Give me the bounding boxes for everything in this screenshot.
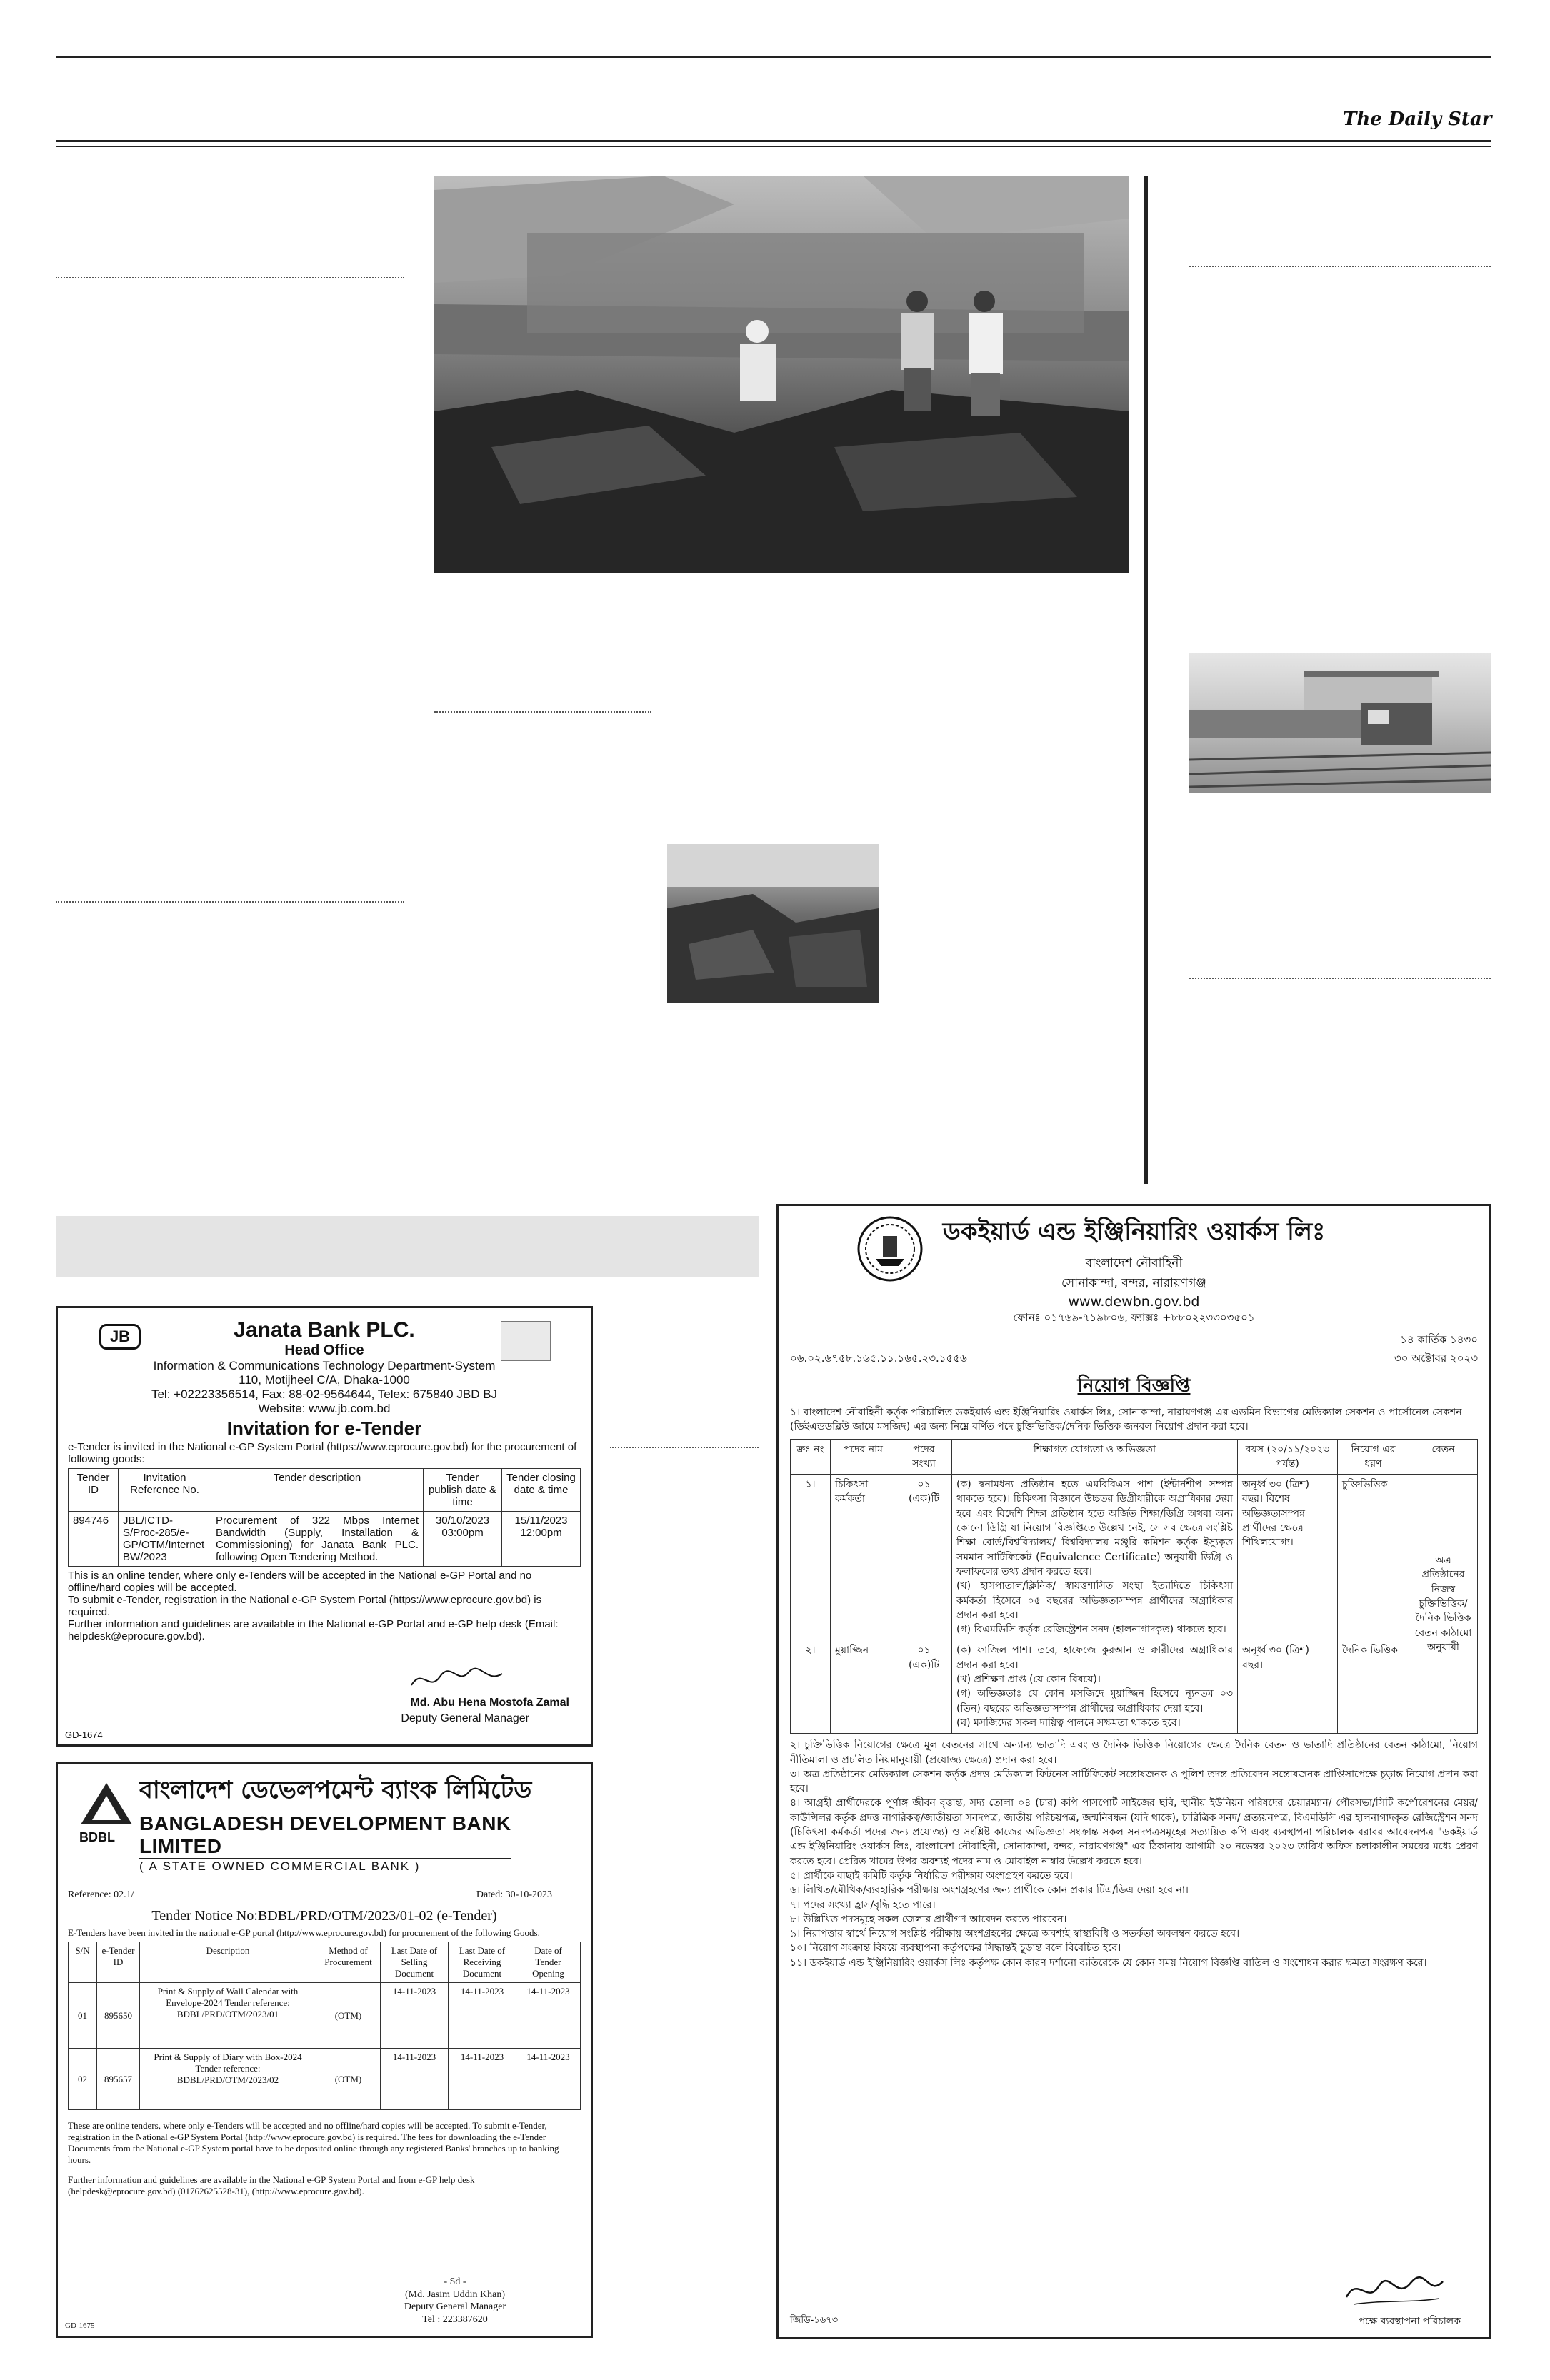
bdbl-dated: Dated: 30-10-2023 xyxy=(476,1889,552,1900)
dockyard-note: ৯। নিরাপত্তার স্বার্থে নিয়োগ সংশ্লিষ্ট পরীক্ষায় অংশগ্রহণের ক্ষেত্রে অবশ্যই স্বাস্থ্যবিধি ও সতর্কতা অবলম্বন করতে হবে। xyxy=(790,1928,1240,1940)
janata-note-1: This is an online tender, where only e-Tenders will be accepted in the National e-GP Portal and no offline/hard copies will be accepted. xyxy=(68,1570,532,1594)
janata-col-closing: Tender closing date & time xyxy=(502,1469,581,1512)
dockyard-qual-item: (গ) বিএমডিসি কর্তৃক রেজিস্ট্রেশন সনদ (হালনাগাদকৃত) থাকতে হবে। xyxy=(956,1624,1226,1636)
dockyard-note: ৪। আগ্রহী প্রার্থীদেরকে পূর্ণাঙ্গ জীবন বৃত্তান্ত, সদ্য তোলা ০৪ (চার) কপি পাসপোর্ট সাইজের ছবি, স্থানীয় ইউনিয়ন পরিষদের চেয়ারম্যান/ পৌরসভা/সিটি কর্পোরেশনের মেয়র/কাউন্সিলর কর্তৃক প্রদত্ত নাগরিকত্ব/জাতীয়তা সনদপত্র, জাতীয় পরিচয়পত্র, জন্মনিবন্ধন (যদি থাকে), চারিত্রিক সনদ/ প্রত্যয়নপত্র, বিএমডিসি এর হালনাগাদকৃত রেজিস্ট্রেশন সনদ (চিকিৎসা কর্মকর্তা পদের জন্য প্রযোজ্য) ও সংশ্লিষ্ট কাজের অভিজ্ঞতা সংক্রান্ত সকল সনদপত্রসমূহের সত্যায়িত কপি এবং ব্যবস্থাপনা পরিচালক বরাবর আবেদনপত্র "ডকইয়ার্ড এন্ড ইঞ্জিনিয়ারিং ওয়ার্কস লিঃ, বাংলাদেশ নৌবাহিনী, সোনাকান্দা, বন্দর, নারায়ণগঞ্জ" এর ঠিকানায় আগামী ২০ নভেম্বর ২০২৩ তারিখ অফিস চলাকালীন সময়ের মধ্যে প্রেরণ করতে হবে। প্রেরিত খামের উপর অবশ্যই পদের নাম ও মোবাইল নাম্বার উল্লেখ করতে হবে। xyxy=(790,1797,1478,1867)
bdbl-tender-ad xyxy=(56,1762,593,2338)
bdbl-col-recv: Last Date of Receiving Document xyxy=(449,1942,516,1983)
bdbl-col-id: e-Tender ID xyxy=(97,1942,140,1983)
janata-heading: Invitation for e-Tender xyxy=(226,1417,422,1439)
dockyard-post-table xyxy=(790,1439,1478,1734)
bdbl-cell-recv: 14-11-2023 xyxy=(449,1983,516,2049)
dockyard-col-sn: ক্রঃ নং xyxy=(791,1439,831,1475)
bdbl-cell-id: 895657 xyxy=(97,2049,140,2110)
table-row xyxy=(791,1475,1478,1640)
dockyard-cell-count: ০১ (এক)টি xyxy=(896,1640,952,1734)
bdbl-designation: Deputy General Manager xyxy=(404,2301,506,2312)
bdbl-note-2: Further information and guidelines are available in the National e-GP System Portal and from e-GP help desk (helpdesk@eprocure.gov.bd) (01762625528-31), (http://www.eprocure.gov.bd). xyxy=(68,2174,475,2196)
railway-station-photo xyxy=(1189,653,1491,793)
janata-col-publish: Tender publish date & time xyxy=(424,1469,502,1512)
janata-signature xyxy=(408,1664,508,1695)
bdbl-reference: Reference: 02.1/ xyxy=(68,1889,134,1900)
dockyard-date-bn: ১৪ কার্তিক ১৪৩০ xyxy=(1394,1332,1478,1350)
janata-intro: e-Tender is invited in the National e-GP System Portal (https://www.eprocure.gov.bd) for the procurement of following goods: xyxy=(68,1441,577,1465)
dockyard-note: ৮। উল্লিখিত পদসমূহে সকল জেলার প্রার্থীগণ আবেদন করতে পারবেন। xyxy=(790,1913,1067,1925)
bdbl-cell-desc: Print & Supply of Diary with Box-2024 Tender reference: BDBL/PRD/OTM/2023/02 xyxy=(140,2049,316,2110)
dockyard-note: ১০। নিয়োগ সংক্রান্ত বিষয়ে ব্যবস্থাপনা কর্তৃপক্ষের সিদ্ধান্তই চূড়ান্ত বলে বিবেচিত হবে। xyxy=(790,1942,1121,1954)
bdbl-col-desc: Description xyxy=(140,1942,316,1983)
bdbl-note-1: These are online tenders, where only e-Tenders will be accepted and no offline/hard copies will be accepted. To submit e-Tender, registration in the National e-GP System Portal (http://www.eprocure.gov.bd) is required. The fees for downloading the e-Tender Documents from the National e-GP System portal have to be deposited online through any registered Banks' branches up to banking hours. xyxy=(68,2120,559,2165)
dockyard-sub-1: বাংলাদেশ নৌবাহিনী xyxy=(1085,1256,1183,1270)
dockyard-qual-item: (খ) প্রশিক্ষণ প্রাপ্ত (যে কোন বিষয়ে)। xyxy=(956,1674,1101,1686)
bdbl-notice: Tender Notice No:BDBL/PRD/OTM/2023/01-02 (e-Tender) xyxy=(151,1908,497,1924)
bdbl-intro: E-Tenders have been invited in the national e-GP portal (http://www.eprocure.gov.bd) for procurement of the following Goods. xyxy=(68,1927,540,1938)
bdbl-signer: (Md. Jasim Uddin Khan) xyxy=(405,2289,505,2300)
masthead-brand: The Daily Star xyxy=(1343,109,1492,130)
bdbl-cell-sn: 02 xyxy=(69,2049,97,2110)
dockyard-cell-post: মুয়াজ্জিন xyxy=(831,1640,896,1734)
dockyard-cell-age: অনূর্ধ্ব ৩০ (ত্রিশ) বছর। বিশেষ অভিজ্ঞতাসম্পন্ন প্রার্থীদের ক্ষেত্রে শিথিলযোগ্য। xyxy=(1238,1475,1338,1640)
janata-cell-closing: 15/11/2023 12:00pm xyxy=(502,1512,581,1567)
col1-divider-2 xyxy=(56,901,404,903)
bdbl-sd: - Sd - xyxy=(444,2276,466,2287)
dockyard-cell-qual xyxy=(952,1475,1238,1640)
dockyard-recruitment-ad xyxy=(776,1204,1491,2339)
dockyard-sub-2: সোনাকান্দা, বন্দর, নারায়ণগঞ্জ xyxy=(1061,1276,1206,1290)
dockyard-qual-item: (ঘ) মসজিদের সকল দায়িত্ব পালনে সক্ষমতা থাকতে হবে। xyxy=(956,1717,1181,1729)
dockyard-signer: পক্ষে ব্যবস্থাপনা পরিচালক xyxy=(1358,2316,1461,2327)
dockyard-heading: নিয়োগ বিজ্ঞপ্তি xyxy=(1077,1375,1191,1397)
dockyard-qual-item: (খ) হাসপাতাল/ক্লিনিক/ স্বায়ত্তশাসিত সংস্থা ইত্যাদিতে চিকিৎসা কর্মকর্তা হিসেবে ০৫ বছরের অভিজ্ঞতাসম্পন্ন প্রার্থীদের অগ্রাধিকার প্রদান করা হবে। xyxy=(956,1580,1233,1621)
bdbl-name-en: BANGLADESH DEVELOPMENT BANK LIMITED xyxy=(139,1812,511,1857)
bdbl-tagline: ( A STATE OWNED COMMERCIAL BANK ) xyxy=(139,1858,511,1874)
dockyard-cell-post: চিকিৎসা কর্মকর্তা xyxy=(831,1475,896,1640)
janata-office: Head Office xyxy=(284,1342,364,1358)
lower-divider xyxy=(610,1447,759,1448)
dockyard-note: ২। চুক্তিভিত্তিক নিয়োগের ক্ষেত্রে মূল বেতনের সাথে অন্যান্য ভাতাদি এবং ও দৈনিক ভিত্তিক নিয়োগের ক্ষেত্রে দৈনিক বেতন ও ভাতাদি প্রতিষ্ঠানের বেতন কাঠামো, নিয়োগ নীতিমালা ও প্রচলিত নিয়মানুযায়ী (প্রযোজ্য ক্ষেত্রে) প্রদান করা হবে। xyxy=(790,1739,1478,1766)
table-row xyxy=(69,2049,581,2110)
dockyard-emblem-icon xyxy=(856,1215,924,1283)
bdbl-ref-line xyxy=(68,1889,581,1901)
table-row xyxy=(791,1640,1478,1734)
dockyard-cell-type: দৈনিক ভিত্তিক xyxy=(1338,1640,1409,1734)
dockyard-cell-age: অনূর্ধ্ব ৩০ (ত্রিশ) বছর। xyxy=(1238,1640,1338,1734)
col4-divider-1 xyxy=(1189,266,1491,267)
bdbl-code: GD-1675 xyxy=(65,2321,95,2330)
bdbl-cell-desc: Print & Supply of Wall Calendar with Envelope-2024 Tender reference: BDBL/PRD/OTM/2023/01 xyxy=(140,1983,316,2049)
janata-col-id: Tender ID xyxy=(69,1469,119,1512)
dockyard-code: জিডি-১৬৭৩ xyxy=(790,2315,839,2326)
janata-col-ref: Invitation Reference No. xyxy=(119,1469,211,1512)
table-row xyxy=(69,1512,581,1567)
dockyard-memo: ০৬.০২.৬৭৫৮.১৬৫.১১.১৬৫.২৩.১৫৫৬ xyxy=(790,1352,967,1365)
janata-cell-ref: JBL/ICTD-S/Proc-285/e-GP/OTM/Internet BW/2023 xyxy=(119,1512,211,1567)
railway-station-art xyxy=(1189,653,1491,793)
bdbl-cell-open: 14-11-2023 xyxy=(516,1983,581,2049)
dockyard-cell-sn: ২। xyxy=(791,1640,831,1734)
col4-divider-2 xyxy=(1189,978,1491,979)
dockyard-date-en: ৩০ অক্টোবর ২০২৩ xyxy=(1394,1352,1478,1365)
table-row xyxy=(69,1983,581,2049)
bdbl-signature-block xyxy=(384,2276,526,2326)
bdbl-logo-icon xyxy=(78,1780,135,1830)
bdbl-logo-text: BDBL xyxy=(79,1830,115,1844)
janata-emblem-icon xyxy=(501,1321,551,1361)
dockyard-note: ৬। লিখিত/মৌখিক/ব্যবহারিক পরীক্ষায় অংশগ্রহণের জন্য প্রার্থীকে কোন প্রকার টিএ/ডিএ দেয়া হবে না। xyxy=(790,1884,1189,1897)
bdbl-cell-open: 14-11-2023 xyxy=(516,2049,581,2110)
masthead-rule-2 xyxy=(56,146,1491,147)
dockyard-cell-salary: অত্র প্রতিষ্ঠানের নিজস্ব চুক্তিভিত্তিক/ দৈনিক ভিত্তিক বেতন কাঠামো অনুযায়ী xyxy=(1409,1475,1478,1734)
bdbl-cell-sell: 14-11-2023 xyxy=(381,2049,449,2110)
janata-cell-id: 894746 xyxy=(69,1512,119,1567)
dockyard-col-post: পদের নাম xyxy=(831,1439,896,1475)
section-band xyxy=(56,1216,759,1277)
bdbl-name-bn: বাংলাদেশ ডেভেলপমেন্ট ব্যাংক লিমিটেড xyxy=(139,1776,532,1804)
janata-code: GD-1674 xyxy=(65,1729,103,1740)
dockyard-qual-item: (গ) অভিজ্ঞতাঃ যে কোন মসজিদে মুয়াজ্জিন হিসেবে ন্যূনতম ০৩ (তিন) বছরের অভিজ্ঞতাসম্পন্ন প্রার্থীদের অগ্রাধিকার দেয়া হবে। xyxy=(956,1688,1233,1714)
top-rule xyxy=(56,56,1491,58)
dockyard-col-qual: শিক্ষাগত যোগ্যতা ও অভিজ্ঞতা xyxy=(952,1439,1238,1475)
bdbl-col-open: Date of Tender Opening xyxy=(516,1942,581,1983)
janata-bank-tender-ad xyxy=(56,1306,593,1747)
dockyard-memo-line xyxy=(790,1332,1478,1368)
fire-ruins-art xyxy=(667,844,879,1003)
dockyard-qual-item: (ক) ফাজিল পাশ। তবে, হাফেজে কুরআন ও ক্বারীদের অগ্রাধিকার প্রদান করা হবে। xyxy=(956,1645,1233,1671)
col1-divider-1 xyxy=(56,277,404,278)
dockyard-note: ৭। পদের সংখ্যা হ্রাস/বৃদ্ধি হতে পারে। xyxy=(790,1899,936,1911)
fire-ruins-photo xyxy=(667,844,879,1003)
janata-note-3: Further information and guidelines are available in the National e-GP Portal and e-GP help desk (Email: helpdesk@eprocure.gov.bd). xyxy=(68,1618,559,1642)
bdbl-cell-id: 895650 xyxy=(97,1983,140,2049)
janata-contact: Tel: +02223356514, Fax: 88-02-9564644, Telex: 675840 JBD BJ xyxy=(151,1387,498,1401)
bdbl-tender-table xyxy=(68,1942,581,2110)
column-separator xyxy=(1144,176,1148,1184)
dockyard-col-age: বয়স (২০/১১/২০২৩ পর্যন্ত) xyxy=(1238,1439,1338,1475)
dockyard-notes xyxy=(790,1738,1478,1970)
dockyard-note: ৫। প্রার্থীকে বাছাই কমিটি কর্তৃক নির্ধারিত পরীক্ষায় অংশগ্রহণ করতে হবে। xyxy=(790,1869,1073,1882)
janata-website: Website: www.jb.com.bd xyxy=(258,1402,391,1415)
dockyard-cell-qual xyxy=(952,1640,1238,1734)
fire-aftermath-photo xyxy=(434,176,1129,573)
bdbl-cell-method: (OTM) xyxy=(316,1983,381,2049)
bdbl-col-sn: S/N xyxy=(69,1942,97,1983)
dockyard-title: ডকইয়ার্ড এন্ড ইঞ্জিনিয়ারিং ওয়ার্কস লিঃ xyxy=(942,1217,1326,1246)
dockyard-cell-sn: ১। xyxy=(791,1475,831,1640)
bdbl-cell-sell: 14-11-2023 xyxy=(381,1983,449,2049)
janata-logo: JB xyxy=(99,1324,141,1350)
janata-col-desc: Tender description xyxy=(211,1469,424,1512)
dockyard-cell-type: চুক্তিভিত্তিক xyxy=(1338,1475,1409,1640)
fire-photo-art xyxy=(434,176,1129,573)
bdbl-cell-sn: 01 xyxy=(69,1983,97,2049)
dockyard-phone: ফোনঃ ০১৭৬৯-৭১৯৮০৬, ফ্যাক্সঃ +৮৮০২২৩৩০৩৫০১ xyxy=(1013,1311,1255,1324)
dockyard-note: ১১। ডকইয়ার্ড এন্ড ইঞ্জিনিয়ারিং ওয়ার্কস লিঃ কর্তৃপক্ষ কোন কারণ দর্শানো ব্যতিরেকে যে কোন সময় নিয়োগ বিজ্ঞপ্তি বাতিল ও সংশোধন করার ক্ষমতা সংরক্ষণ করে। xyxy=(790,1957,1427,1969)
masthead-rule-1 xyxy=(56,140,1491,142)
janata-dept: Information & Communications Technology Department-System xyxy=(153,1359,496,1372)
janata-bank-name: Janata Bank PLC. xyxy=(234,1318,415,1342)
janata-note-2: To submit e-Tender, registration in the National e-GP System Portal (https://www.eprocure.gov.bd) is required. xyxy=(68,1594,542,1618)
janata-cell-publish: 30/10/2023 03:00pm xyxy=(424,1512,502,1567)
janata-signer: Md. Abu Hena Mostofa Zamal xyxy=(410,1697,569,1709)
bdbl-col-method: Method of Procurement xyxy=(316,1942,381,1983)
dockyard-date-block xyxy=(1394,1332,1478,1368)
janata-address: 110, Motijheel C/A, Dhaka-1000 xyxy=(239,1373,410,1387)
dockyard-qual-item: (ক) স্বনামধন্য প্রতিষ্ঠান হতে এমবিবিএস পাশ (ইন্টার্নশীপ সম্পন্ন থাকতে হবে)। চিকিৎসা বিজ্ঞানে উচ্চতর ডিগ্রীধারীকে অগ্রাধিকার দেয়া হবে এবং বিদেশি শিক্ষা প্রতিষ্ঠান হতে অর্জিত শিক্ষা/ডিগ্রি অথবা অন্য কোনো ডিগ্রি যা নিয়োগ বিজ্ঞপ্তিতে উল্লেখ নেই, সে সব ক্ষেত্রে সংশ্লিষ্ট শিক্ষা বোর্ড/বিশ্ববিদ্যালয়/ বিশ্ববিদ্যালয় মঞ্জুরি কমিশন কর্তৃক ইস্যুকৃত সমমান সার্টিফিকেট (Equivalence Certificate) অনুযায়ী ডিগ্রি ও ফলাফলের তথ্য প্রদান করতে হবে। xyxy=(956,1479,1233,1577)
dockyard-note: ৩। অত্র প্রতিষ্ঠানের মেডিক্যাল সেকশন কর্তৃক প্রদত্ত মেডিক্যাল ফিটনেস সার্টিফিকেট সন্তোষজনক ও পুলিশ তদন্ত প্রতিবেদন সন্তোষজনক প্রাপ্তিসাপেক্ষে চূড়ান্ত নিয়োগ প্রদান করা হবে। xyxy=(790,1768,1478,1795)
bdbl-col-sell: Last Date of Selling Document xyxy=(381,1942,449,1983)
janata-cell-desc: Procurement of 322 Mbps Internet Bandwidth (Supply, Installation & Commissioning) for Janata Bank PLC. following Open Tendering Method. xyxy=(211,1512,424,1567)
janata-tender-table xyxy=(68,1468,581,1567)
dockyard-intro: ১। বাংলাদেশ নৌবাহিনী কর্তৃক পরিচালিত ডকইয়ার্ড এন্ড ইঞ্জিনিয়ারিং ওয়ার্কস লিঃ, সোনাকান্দা, নারায়ণগঞ্জ এর এডমিন বিভাগের মেডিক্যাল সেকশন ও পার্সোনেল সেকশন (ডিইএন্ডডব্লিউ জামে মসজিদ) এর জন্য নিম্নে বর্ণিত পদে চুক্তিভিত্তিক/দৈনিক ভিত্তিক জনবল নিয়োগ প্রদান করা হবে। xyxy=(790,1407,1462,1433)
bdbl-cell-method: (OTM) xyxy=(316,2049,381,2110)
dockyard-website: www.dewbn.gov.bd xyxy=(1068,1294,1200,1310)
dockyard-cell-count: ০১ (এক)টি xyxy=(896,1475,952,1640)
dockyard-signature xyxy=(1339,2269,1446,2311)
bdbl-cell-recv: 14-11-2023 xyxy=(449,2049,516,2110)
bdbl-tel: Tel : 223387620 xyxy=(422,2314,488,2325)
dockyard-col-salary: বেতন xyxy=(1409,1439,1478,1475)
col2-divider xyxy=(434,711,651,713)
dockyard-col-count: পদের সংখ্যা xyxy=(896,1439,952,1475)
janata-designation: Deputy General Manager xyxy=(401,1712,529,1724)
dockyard-col-type: নিয়োগ এর ধরণ xyxy=(1338,1439,1409,1475)
